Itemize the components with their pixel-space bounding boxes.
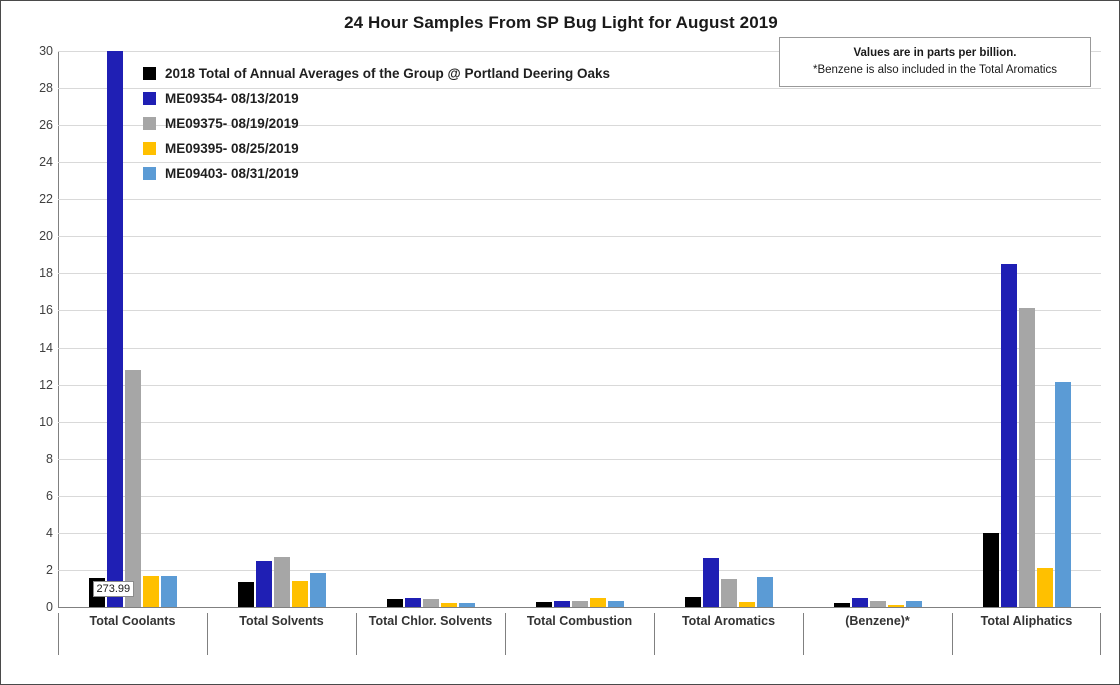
bar	[405, 598, 421, 607]
gridline	[58, 607, 1101, 608]
bar	[423, 599, 439, 607]
note-line-1: Values are in parts per billion.	[853, 47, 1017, 59]
legend-label: 2018 Total of Annual Averages of the Group @ Portland Deering Oaks	[165, 66, 610, 81]
bar	[441, 603, 457, 607]
bar	[1001, 264, 1017, 607]
data-label-callout: 273.99	[93, 581, 135, 597]
x-axis-category-label: Total Combustion	[526, 614, 633, 628]
legend-swatch	[143, 117, 156, 130]
bar	[1019, 308, 1035, 607]
y-axis-tick-label: 24	[39, 155, 53, 170]
bar	[238, 582, 254, 607]
y-axis-tick-labels	[1, 44, 53, 614]
y-axis-tick-label: 4	[46, 525, 53, 540]
y-axis-tick-label: 22	[39, 192, 53, 207]
legend-label: ME09395- 08/25/2019	[165, 141, 299, 156]
bar	[834, 603, 850, 607]
bar	[685, 597, 701, 607]
x-axis-category-label: Total Chlor. Solvents	[368, 614, 493, 628]
bar	[1037, 568, 1053, 607]
x-axis-category-label: Total Aliphatics	[980, 614, 1073, 628]
bar	[870, 601, 886, 607]
legend-swatch	[143, 92, 156, 105]
category-group	[803, 51, 952, 607]
bar	[292, 581, 308, 607]
legend-item	[143, 136, 743, 161]
y-axis-tick-label: 8	[46, 451, 53, 466]
y-axis-tick-label: 26	[39, 118, 53, 133]
bar	[125, 370, 141, 607]
legend-label: ME09375- 08/19/2019	[165, 116, 299, 131]
bar	[721, 579, 737, 607]
note-line-2: *Benzene is also included in the Total Aromatics	[813, 63, 1057, 76]
category-group	[952, 51, 1101, 607]
legend-item	[143, 161, 743, 186]
y-axis-tick-label: 14	[39, 340, 53, 355]
bar	[256, 561, 272, 607]
bar	[757, 577, 773, 607]
legend-item	[143, 86, 743, 111]
y-axis-tick-label: 18	[39, 266, 53, 281]
bar	[572, 601, 588, 607]
legend-swatch	[143, 167, 156, 180]
note-box	[779, 37, 1091, 87]
bar	[536, 602, 552, 607]
bar	[161, 576, 177, 607]
bar	[608, 601, 624, 607]
y-axis-tick-label: 28	[39, 81, 53, 96]
legend-item	[143, 111, 743, 136]
bar-set	[952, 51, 1101, 607]
y-axis-tick-label: 16	[39, 303, 53, 318]
y-axis-tick-label: 12	[39, 377, 53, 392]
bar	[983, 533, 999, 607]
legend-item	[143, 61, 743, 86]
bar	[387, 599, 403, 607]
bar	[310, 573, 326, 607]
bar	[739, 602, 755, 607]
legend-swatch	[143, 67, 156, 80]
bar	[852, 598, 868, 607]
bar	[554, 601, 570, 607]
legend-label: ME09354- 08/13/2019	[165, 91, 299, 106]
y-axis-tick-label: 2	[46, 562, 53, 577]
bar	[143, 576, 159, 607]
chart-legend	[143, 61, 743, 186]
y-axis-tick-label: 10	[39, 414, 53, 429]
y-axis-tick-label: 0	[46, 600, 53, 614]
x-axis-category-label: Total Coolants	[89, 614, 176, 628]
bar	[906, 601, 922, 607]
x-axis-category-label: (Benzene)*	[845, 614, 910, 628]
legend-swatch	[143, 142, 156, 155]
bar	[107, 51, 123, 607]
bar	[274, 557, 290, 607]
bar	[590, 598, 606, 607]
legend-label: ME09403- 08/31/2019	[165, 166, 299, 181]
bar	[888, 605, 904, 607]
y-axis-tick-label: 6	[46, 488, 53, 503]
y-axis-tick-label: 30	[39, 44, 53, 58]
bar	[1055, 382, 1071, 607]
chart-title: 24 Hour Samples From SP Bug Light for August 2019	[344, 13, 778, 32]
bar-set	[803, 51, 952, 607]
y-axis-tick-label: 20	[39, 229, 53, 244]
bar	[459, 603, 475, 607]
x-axis-category-label: Total Solvents	[239, 614, 324, 628]
bar	[703, 558, 719, 607]
x-axis-category-label: Total Aromatics	[681, 614, 776, 628]
